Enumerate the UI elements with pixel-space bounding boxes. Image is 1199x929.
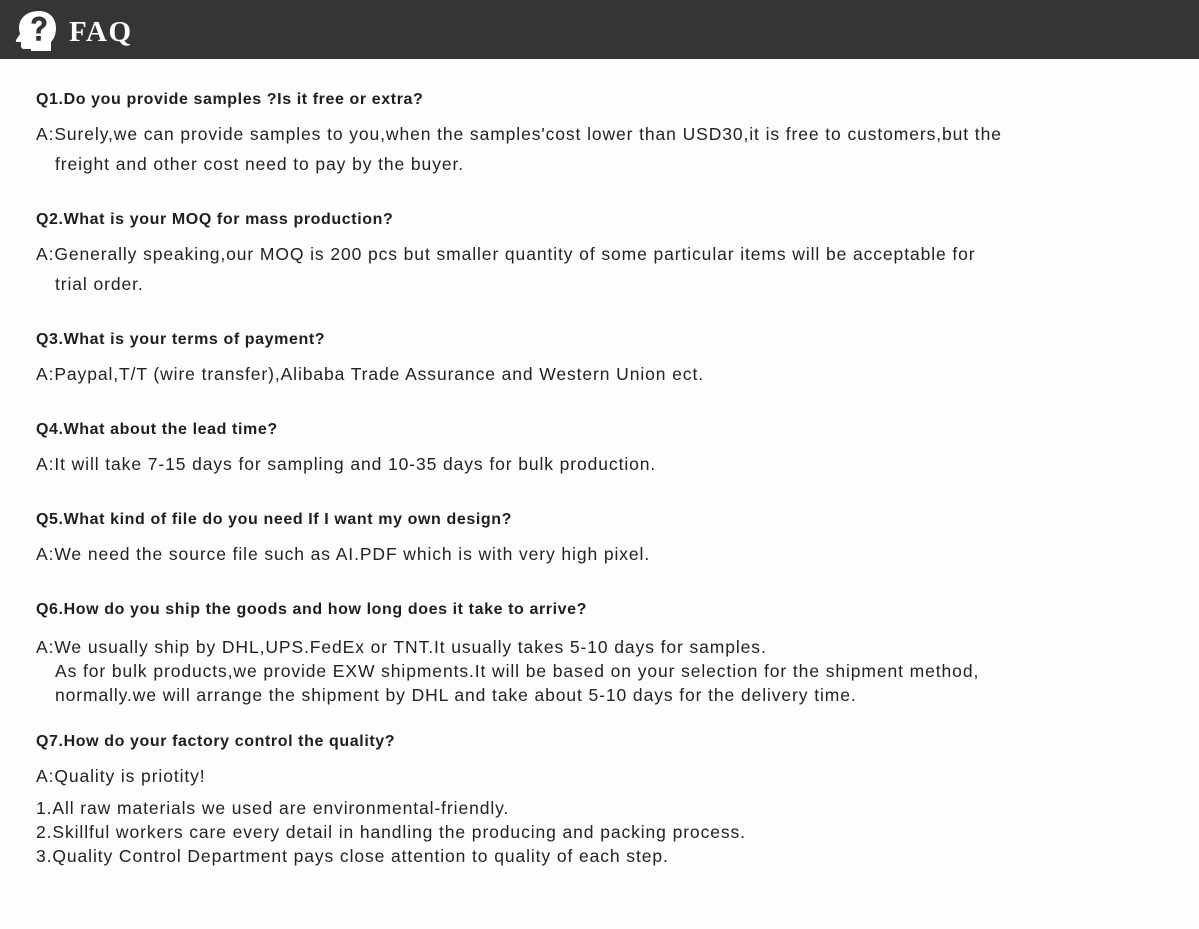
faq-answer — [36, 449, 1156, 479]
faq-question: Q7.How do your factory control the quality? — [36, 733, 396, 750]
page-title: FAQ — [69, 16, 133, 48]
answer-line: A:We usually ship by DHL,UPS.FedEx or TNT.It usually takes 5-10 days for samples. — [36, 637, 767, 657]
answer-line: A:Quality is priotity! — [36, 766, 206, 786]
answer-line: A:Generally speaking,our MOQ is 200 pcs but smaller quantity of some particular items will be acceptable for — [36, 244, 976, 264]
list-item: 1.All raw materials we used are environmental-friendly. — [36, 798, 510, 818]
faq-question: Q6.How do you ship the goods and how long does it take to arrive? — [36, 601, 588, 618]
faq-item-5 — [36, 510, 1156, 569]
faq-question: Q5.What kind of file do you need If I want my own design? — [36, 511, 512, 528]
faq-answer — [36, 119, 1156, 179]
list-item: 2.Skillful workers care every detail in handling the producing and packing process. — [36, 822, 746, 842]
answer-line: A:Paypal,T/T (wire transfer),Alibaba Trade Assurance and Western Union ect. — [36, 364, 704, 384]
answer-line: trial order. — [55, 274, 144, 294]
faq-item-6 — [36, 600, 1156, 707]
list-item: 3.Quality Control Department pays close attention to quality of each step. — [36, 846, 669, 866]
faq-answer — [36, 761, 1156, 791]
answer-line: A:Surely,we can provide samples to you,when the samples'cost lower than USD30,it is free to customers,but the — [36, 124, 1002, 144]
faq-answer — [36, 635, 1156, 707]
question-head-icon — [15, 9, 57, 51]
answer-line: As for bulk products,we provide EXW shipments.It will be based on your selection for the shipment method, — [55, 661, 980, 681]
page-header — [0, 0, 1199, 59]
faq-item-4 — [36, 420, 1156, 479]
faq-question: Q1.Do you provide samples ?Is it free or extra? — [36, 91, 424, 108]
faq-item-2 — [36, 210, 1156, 299]
faq-answer — [36, 239, 1156, 299]
faq-item-3 — [36, 330, 1156, 389]
faq-question: Q3.What is your terms of payment? — [36, 331, 326, 348]
answer-line: A:We need the source file such as AI.PDF which is with very high pixel. — [36, 544, 651, 564]
faq-item-1 — [36, 90, 1156, 179]
faq-question: Q4.What about the lead time? — [36, 421, 278, 438]
faq-item-7 — [36, 732, 1156, 868]
quality-list — [36, 796, 1156, 868]
faq-answer — [36, 539, 1156, 569]
faq-answer — [36, 359, 1156, 389]
answer-line: freight and other cost need to pay by the buyer. — [55, 154, 464, 174]
faq-question: Q2.What is your MOQ for mass production? — [36, 211, 394, 228]
answer-line: normally.we will arrange the shipment by DHL and take about 5-10 days for the delivery time. — [55, 685, 857, 705]
answer-line: A:It will take 7-15 days for sampling and 10-35 days for bulk production. — [36, 454, 657, 474]
